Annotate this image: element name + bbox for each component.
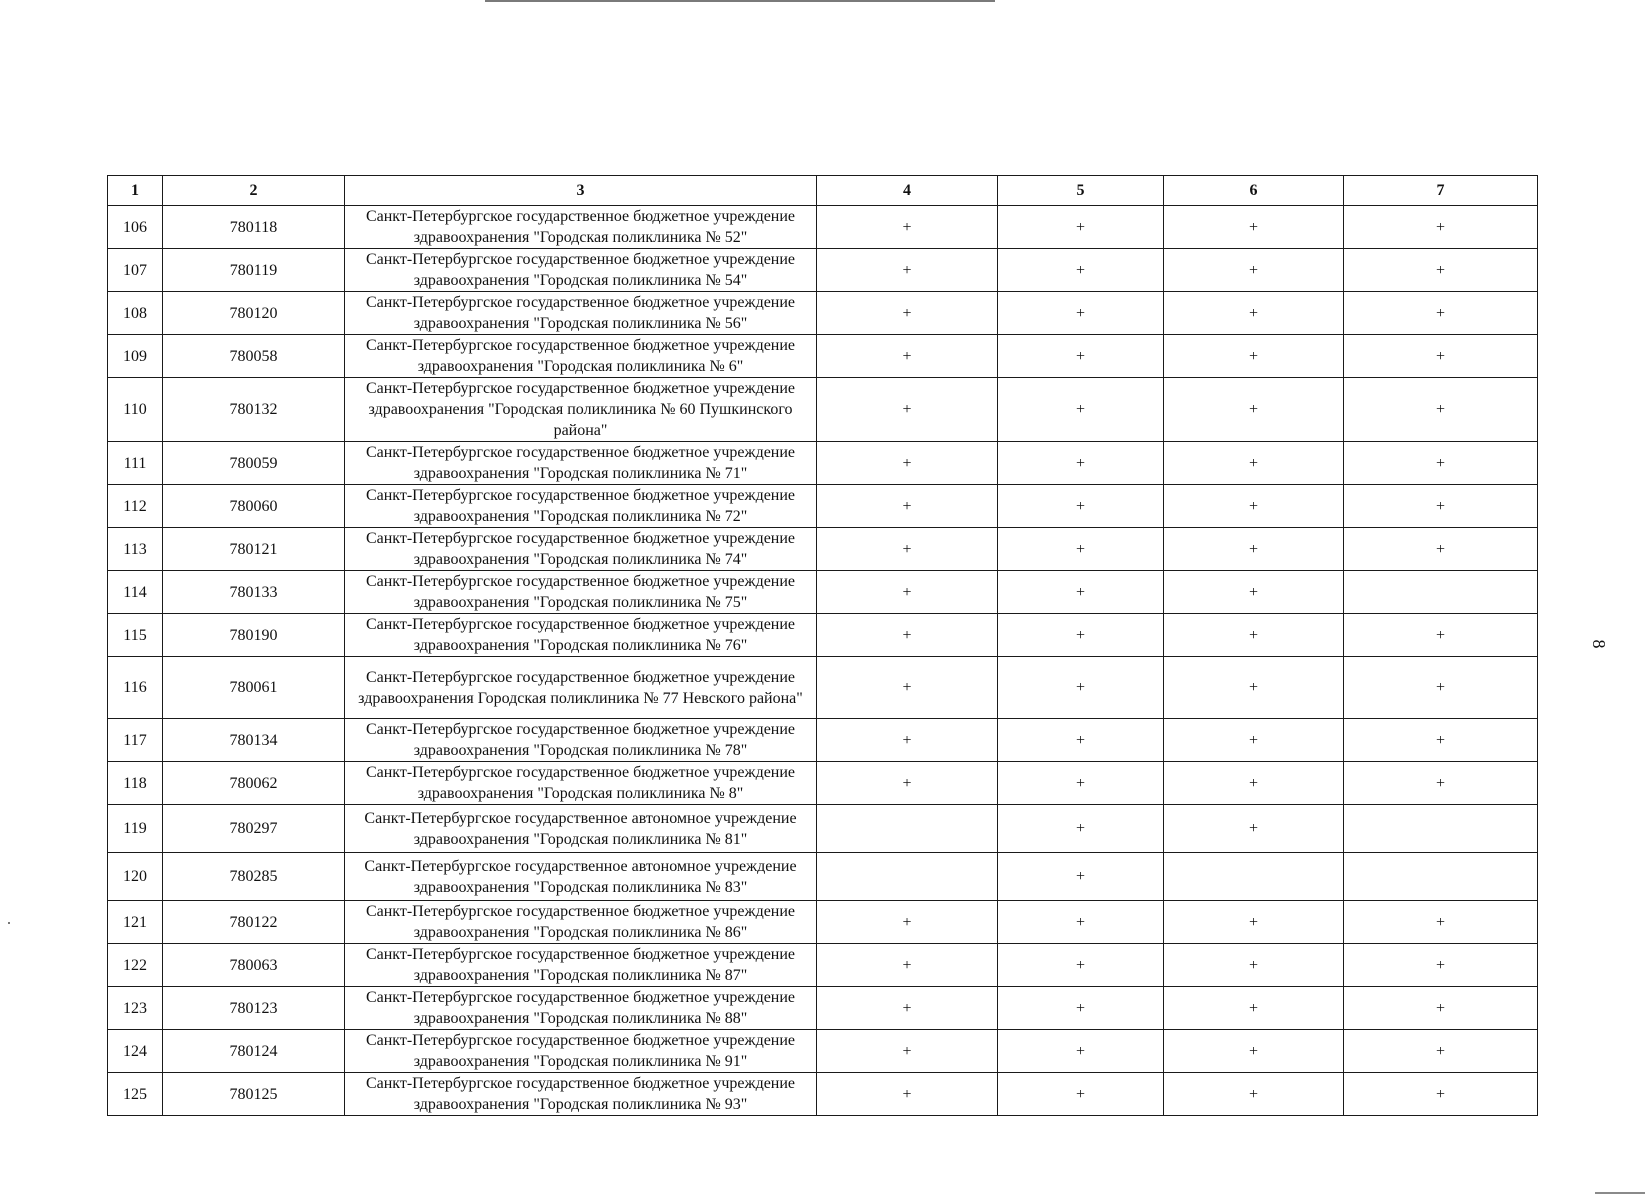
mark-col-5: + — [998, 853, 1164, 901]
mark-col-5: + — [998, 335, 1164, 378]
mark-col-4: + — [817, 987, 998, 1030]
mark-col-4: + — [817, 485, 998, 528]
table-row — [108, 1073, 1538, 1116]
registry-code: 780058 — [163, 335, 345, 378]
organization-name: Санкт-Петербургское государственное бюджетное учреждение здравоохранения "Городская поликлиника № 91" — [345, 1030, 817, 1073]
mark-col-7: + — [1344, 719, 1538, 762]
mark-col-7: + — [1344, 378, 1538, 442]
column-header: 2 — [163, 176, 345, 206]
mark-col-6: + — [1164, 378, 1344, 442]
row-number: 115 — [108, 614, 163, 657]
organization-name: Санкт-Петербургское государственное бюджетное учреждение здравоохранения "Городская поликлиника № 87" — [345, 944, 817, 987]
mark-col-7: + — [1344, 335, 1538, 378]
table-row — [108, 614, 1538, 657]
mark-col-4: + — [817, 614, 998, 657]
mark-col-6: + — [1164, 657, 1344, 719]
mark-col-4: + — [817, 378, 998, 442]
mark-col-6: + — [1164, 485, 1344, 528]
mark-col-7: + — [1344, 614, 1538, 657]
organization-name: Санкт-Петербургское государственное бюджетное учреждение здравоохранения "Городская поликлиника № 56" — [345, 292, 817, 335]
table-row — [108, 249, 1538, 292]
mark-col-5: + — [998, 1030, 1164, 1073]
registry-table — [107, 175, 1538, 1116]
mark-col-7: + — [1344, 657, 1538, 719]
registry-code: 780133 — [163, 571, 345, 614]
table-row — [108, 657, 1538, 719]
organization-name: Санкт-Петербургское государственное бюджетное учреждение здравоохранения "Городская поликлиника № 71" — [345, 442, 817, 485]
mark-col-6: + — [1164, 1073, 1344, 1116]
registry-code: 780297 — [163, 805, 345, 853]
row-number: 109 — [108, 335, 163, 378]
mark-col-4: + — [817, 292, 998, 335]
table-row — [108, 1030, 1538, 1073]
mark-col-6: + — [1164, 206, 1344, 249]
scan-speck — [8, 922, 10, 924]
mark-col-5: + — [998, 805, 1164, 853]
mark-col-5: + — [998, 378, 1164, 442]
registry-code: 780060 — [163, 485, 345, 528]
row-number: 125 — [108, 1073, 163, 1116]
table-row — [108, 528, 1538, 571]
mark-col-7: + — [1344, 485, 1538, 528]
scan-rule-top — [485, 0, 995, 2]
row-number: 118 — [108, 762, 163, 805]
mark-col-4: + — [817, 657, 998, 719]
mark-col-7 — [1344, 805, 1538, 853]
mark-col-7: + — [1344, 987, 1538, 1030]
mark-col-5: + — [998, 485, 1164, 528]
registry-code: 780122 — [163, 901, 345, 944]
mark-col-7: + — [1344, 1030, 1538, 1073]
row-number: 112 — [108, 485, 163, 528]
mark-col-5: + — [998, 206, 1164, 249]
mark-col-6: + — [1164, 762, 1344, 805]
mark-col-6 — [1164, 853, 1344, 901]
table-row — [108, 571, 1538, 614]
mark-col-4 — [817, 805, 998, 853]
organization-name: Санкт-Петербургское государственное бюджетное учреждение здравоохранения "Городская поликлиника № 72" — [345, 485, 817, 528]
mark-col-4: + — [817, 335, 998, 378]
mark-col-5: + — [998, 944, 1164, 987]
organization-name: Санкт-Петербургское государственное бюджетное учреждение здравоохранения Городская поликлиника № 77 Невского района" — [345, 657, 817, 719]
row-number: 111 — [108, 442, 163, 485]
mark-col-7: + — [1344, 206, 1538, 249]
column-header: 4 — [817, 176, 998, 206]
mark-col-6: + — [1164, 901, 1344, 944]
mark-col-6: + — [1164, 987, 1344, 1030]
mark-col-6: + — [1164, 442, 1344, 485]
organization-name: Санкт-Петербургское государственное бюджетное учреждение здравоохранения "Городская поликлиника № 88" — [345, 987, 817, 1030]
organization-name: Санкт-Петербургское государственное бюджетное учреждение здравоохранения "Городская поликлиника № 78" — [345, 719, 817, 762]
table-row — [108, 206, 1538, 249]
table-row — [108, 853, 1538, 901]
table-row — [108, 987, 1538, 1030]
row-number: 122 — [108, 944, 163, 987]
mark-col-5: + — [998, 987, 1164, 1030]
registry-code: 780120 — [163, 292, 345, 335]
mark-col-5: + — [998, 571, 1164, 614]
mark-col-6: + — [1164, 1030, 1344, 1073]
column-header: 6 — [1164, 176, 1344, 206]
mark-col-4: + — [817, 719, 998, 762]
mark-col-4: + — [817, 206, 998, 249]
mark-col-4: + — [817, 1030, 998, 1073]
registry-code: 780134 — [163, 719, 345, 762]
column-header: 3 — [345, 176, 817, 206]
row-number: 124 — [108, 1030, 163, 1073]
mark-col-7 — [1344, 571, 1538, 614]
mark-col-6: + — [1164, 614, 1344, 657]
table-row — [108, 944, 1538, 987]
mark-col-4: + — [817, 249, 998, 292]
mark-col-7: + — [1344, 292, 1538, 335]
mark-col-4: + — [817, 528, 998, 571]
registry-code: 780061 — [163, 657, 345, 719]
mark-col-7: + — [1344, 762, 1538, 805]
mark-col-4 — [817, 853, 998, 901]
mark-col-4: + — [817, 1073, 998, 1116]
organization-name: Санкт-Петербургское государственное бюджетное учреждение здравоохранения "Городская поликлиника № 86" — [345, 901, 817, 944]
mark-col-6: + — [1164, 292, 1344, 335]
row-number: 121 — [108, 901, 163, 944]
mark-col-6: + — [1164, 249, 1344, 292]
registry-code: 780124 — [163, 1030, 345, 1073]
table-row — [108, 805, 1538, 853]
mark-col-7: + — [1344, 249, 1538, 292]
mark-col-4: + — [817, 944, 998, 987]
registry-code: 780285 — [163, 853, 345, 901]
row-number: 116 — [108, 657, 163, 719]
page-number: 8 — [1589, 639, 1609, 649]
mark-col-6: + — [1164, 944, 1344, 987]
organization-name: Санкт-Петербургское государственное бюджетное учреждение здравоохранения "Городская поликлиника № 52" — [345, 206, 817, 249]
registry-code: 780119 — [163, 249, 345, 292]
mark-col-7: + — [1344, 1073, 1538, 1116]
registry-code: 780063 — [163, 944, 345, 987]
organization-name: Санкт-Петербургское государственное бюджетное учреждение здравоохранения "Городская поликлиника № 60 Пушкинского района" — [345, 378, 817, 442]
registry-code: 780123 — [163, 987, 345, 1030]
mark-col-5: + — [998, 442, 1164, 485]
mark-col-4: + — [817, 571, 998, 614]
column-header: 7 — [1344, 176, 1538, 206]
mark-col-4: + — [817, 901, 998, 944]
mark-col-6: + — [1164, 528, 1344, 571]
organization-name: Санкт-Петербургское государственное бюджетное учреждение здравоохранения "Городская поликлиника № 6" — [345, 335, 817, 378]
organization-name: Санкт-Петербургское государственное бюджетное учреждение здравоохранения "Городская поликлиника № 74" — [345, 528, 817, 571]
mark-col-7: + — [1344, 442, 1538, 485]
mark-col-5: + — [998, 614, 1164, 657]
registry-code: 780118 — [163, 206, 345, 249]
registry-code: 780125 — [163, 1073, 345, 1116]
mark-col-5: + — [998, 762, 1164, 805]
column-header: 5 — [998, 176, 1164, 206]
table-header-row — [108, 176, 1538, 206]
mark-col-6: + — [1164, 805, 1344, 853]
mark-col-4: + — [817, 442, 998, 485]
row-number: 113 — [108, 528, 163, 571]
table-row — [108, 335, 1538, 378]
mark-col-7 — [1344, 853, 1538, 901]
mark-col-6: + — [1164, 335, 1344, 378]
mark-col-5: + — [998, 528, 1164, 571]
row-number: 123 — [108, 987, 163, 1030]
row-number: 117 — [108, 719, 163, 762]
column-header: 1 — [108, 176, 163, 206]
organization-name: Санкт-Петербургское государственное бюджетное учреждение здравоохранения "Городская поликлиника № 75" — [345, 571, 817, 614]
mark-col-5: + — [998, 901, 1164, 944]
row-number: 120 — [108, 853, 163, 901]
organization-name: Санкт-Петербургское государственное автономное учреждение здравоохранения "Городская поликлиника № 83" — [345, 853, 817, 901]
registry-code: 780059 — [163, 442, 345, 485]
table-row — [108, 442, 1538, 485]
registry-code: 780062 — [163, 762, 345, 805]
table-row — [108, 901, 1538, 944]
registry-code: 780121 — [163, 528, 345, 571]
organization-name: Санкт-Петербургское государственное бюджетное учреждение здравоохранения "Городская поликлиника № 54" — [345, 249, 817, 292]
mark-col-5: + — [998, 657, 1164, 719]
mark-col-6: + — [1164, 719, 1344, 762]
row-number: 119 — [108, 805, 163, 853]
mark-col-4: + — [817, 762, 998, 805]
table-row — [108, 292, 1538, 335]
mark-col-7: + — [1344, 528, 1538, 571]
registry-code: 780132 — [163, 378, 345, 442]
mark-col-5: + — [998, 1073, 1164, 1116]
mark-col-5: + — [998, 249, 1164, 292]
mark-col-5: + — [998, 292, 1164, 335]
mark-col-6: + — [1164, 571, 1344, 614]
table-row — [108, 378, 1538, 442]
row-number: 114 — [108, 571, 163, 614]
mark-col-5: + — [998, 719, 1164, 762]
registry-code: 780190 — [163, 614, 345, 657]
table-row — [108, 485, 1538, 528]
organization-name: Санкт-Петербургское государственное автономное учреждение здравоохранения "Городская поликлиника № 81" — [345, 805, 817, 853]
row-number: 106 — [108, 206, 163, 249]
mark-col-7: + — [1344, 944, 1538, 987]
mark-col-7: + — [1344, 901, 1538, 944]
organization-name: Санкт-Петербургское государственное бюджетное учреждение здравоохранения "Городская поликлиника № 76" — [345, 614, 817, 657]
table-row — [108, 762, 1538, 805]
scan-rule-bottom — [1595, 1192, 1645, 1194]
row-number: 110 — [108, 378, 163, 442]
organization-name: Санкт-Петербургское государственное бюджетное учреждение здравоохранения "Городская поликлиника № 8" — [345, 762, 817, 805]
row-number: 107 — [108, 249, 163, 292]
table-row — [108, 719, 1538, 762]
organization-name: Санкт-Петербургское государственное бюджетное учреждение здравоохранения "Городская поликлиника № 93" — [345, 1073, 817, 1116]
row-number: 108 — [108, 292, 163, 335]
